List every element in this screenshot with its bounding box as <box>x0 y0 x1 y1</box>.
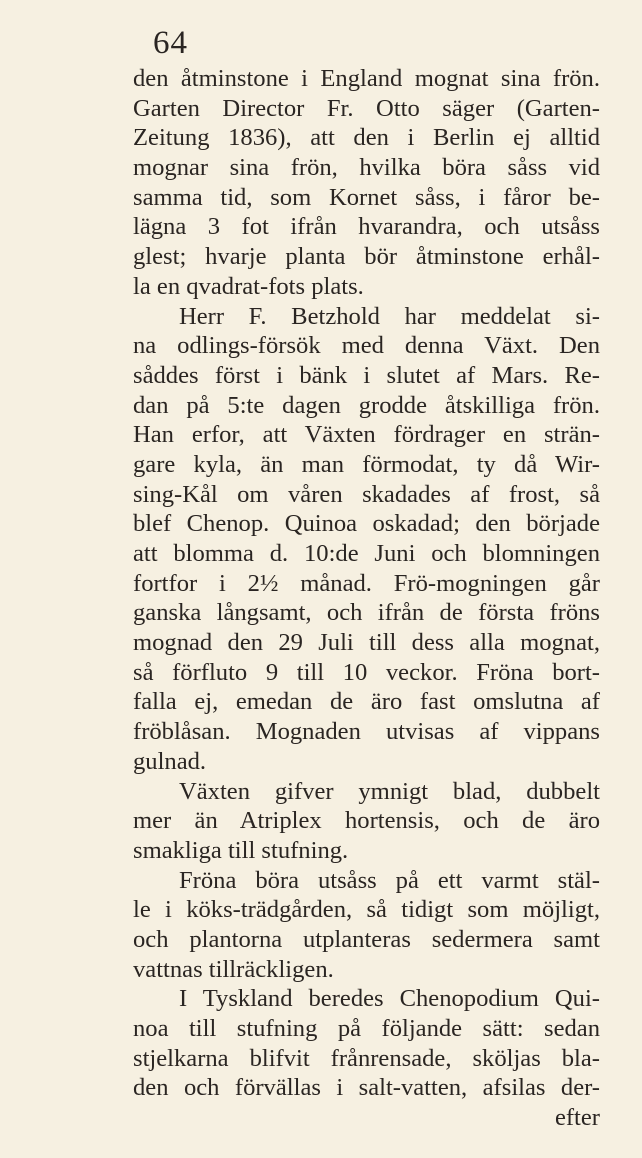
text-line: noa till stufning på följande sätt: sedan <box>133 1015 600 1042</box>
text-line: I Tyskland beredes Chenopodium Qui- <box>179 985 600 1013</box>
text-line: la en qvadrat-fots plats. <box>133 272 364 300</box>
text-line: och plantorna utplanteras sedermera samt <box>133 925 600 953</box>
text-line: blef Chenop. Quinoa oskadad; den började <box>133 510 600 538</box>
text-line: stjelkarna blifvit frånrensade, sköljas bla- <box>133 1044 600 1072</box>
catchword: efter <box>554 1104 600 1132</box>
text-line: fortfor i 2½ månad. Frö-mogningen går <box>133 569 600 597</box>
text-line: Herr F. Betzhold har meddelat si- <box>179 302 600 330</box>
text-line: sing-Kål om våren skadades af frost, så <box>133 480 600 508</box>
text-line: mognar sina frön, hvilka böra såss vid <box>133 154 600 182</box>
text-line: lägna 3 fot ifrån hvarandra, och utsåss <box>133 213 600 241</box>
text-line: Fröna böra utsåss på ett varmt stäl- <box>179 866 600 894</box>
page-text <box>133 64 600 1133</box>
text-line: såddes först i bänk i slutet af Mars. Re- <box>133 361 600 389</box>
text-line: mer än Atriplex hortensis, och de äro <box>133 807 600 835</box>
page-number: 64 <box>153 25 188 61</box>
text-line: smakliga till stufning. <box>133 836 349 864</box>
text-line: gare kyla, än man förmodat, ty då Wir- <box>133 450 600 478</box>
text-line: na odlings-försök med denna Växt. Den <box>133 332 600 360</box>
text-line: le i köks-trädgården, så tidigt som möjligt, <box>133 896 600 924</box>
text-line: vattnas tillräckligen. <box>133 955 334 983</box>
text-line: gulnad. <box>133 747 207 775</box>
text-line: falla ej, emedan de äro fast omslutna af <box>133 688 600 716</box>
text-line: ganska långsamt, och ifrån de första fröns <box>133 599 600 627</box>
text-line: den åtminstone i England mognat sina frön. <box>133 65 600 92</box>
text-line: så förfluto 9 till 10 veckor. Fröna bort- <box>133 658 600 686</box>
text-line: Han erfor, att Växten fördrager en strän- <box>133 421 600 449</box>
text-line: Växten gifver ymnigt blad, dubbelt <box>179 777 600 805</box>
text-line: Zeitung 1836), att den i Berlin ej alltid <box>133 124 600 152</box>
text-line: mognad den 29 Juli till dess alla mognat, <box>133 629 600 657</box>
text-line: glest; hvarje planta bör åtminstone erhål- <box>133 243 600 271</box>
text-line: dan på 5:te dagen grodde åtskilliga frön. <box>133 391 600 419</box>
text-line: fröblåsan. Mognaden utvisas af vippans <box>133 718 600 746</box>
text-line: samma tid, som Kornet såss, i fåror be- <box>133 183 600 211</box>
text-line: att blomma d. 10:de Juni och blomningen <box>133 540 600 567</box>
text-line: Garten Director Fr. Otto säger (Garten- <box>133 94 600 122</box>
text-line: den och förvällas i salt-vatten, afsilas der- <box>133 1074 600 1102</box>
